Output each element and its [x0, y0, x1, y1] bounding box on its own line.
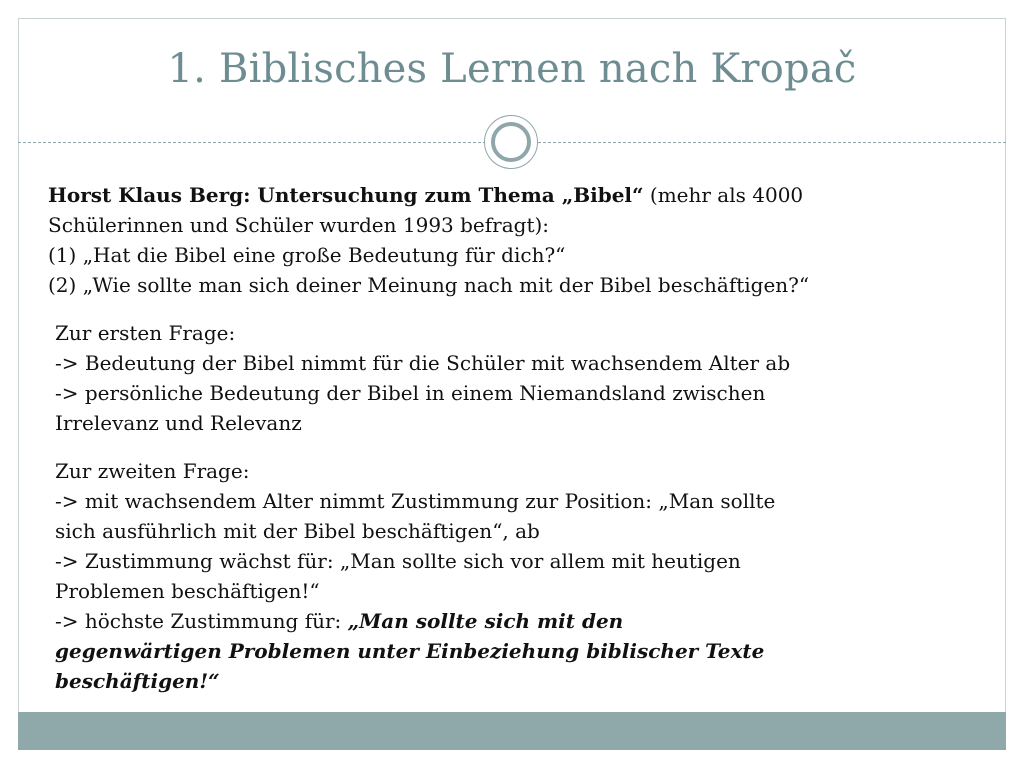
circle-ornament-icon	[484, 115, 538, 169]
study-intro-line-1	[48, 180, 988, 210]
question-1: (1) „Hat die Bibel eine große Bedeutung für dich?“	[48, 243, 566, 267]
highest-approval-label: -> höchste Zustimmung für:	[55, 609, 348, 633]
footer-bar	[18, 712, 1006, 750]
second-question-findings	[55, 456, 955, 696]
highest-approval-quote-end: beschäftigen!“	[55, 669, 220, 693]
circle-ornament-inner-icon	[491, 122, 531, 162]
first-question-findings	[55, 318, 955, 438]
study-intro-line-2: Schülerinnen und Schüler wurden 1993 befragt):	[48, 213, 550, 237]
study-intro-rest: (mehr als 4000	[643, 183, 804, 207]
second-question-line-3: -> Zustimmung wächst für: „Man sollte sich vor allem mit heutigen	[55, 549, 741, 573]
second-question-line-2: sich ausführlich mit der Bibel beschäftigen“, ab	[55, 519, 540, 543]
study-intro	[48, 180, 988, 300]
second-question-line-1: -> mit wachsendem Alter nimmt Zustimmung zur Position: „Man sollte	[55, 489, 776, 513]
first-question-heading: Zur ersten Frage:	[55, 321, 236, 345]
first-question-line-3: Irrelevanz und Relevanz	[55, 411, 302, 435]
question-2: (2) „Wie sollte man sich deiner Meinung nach mit der Bibel beschäftigen?“	[48, 273, 810, 297]
highest-approval-quote-start: „Man sollte sich mit den	[347, 609, 624, 633]
highest-approval-quote-middle: gegenwärtigen Problemen unter Einbeziehung biblischer Texte	[55, 639, 765, 663]
second-question-line-4: Problemen beschäftigen!“	[55, 579, 320, 603]
study-intro-bold: Horst Klaus Berg: Untersuchung zum Thema „Bibel“	[48, 183, 644, 207]
second-question-heading: Zur zweiten Frage:	[55, 459, 250, 483]
slide-title: 1. Biblisches Lernen nach Kropač	[167, 46, 857, 92]
first-question-line-1: -> Bedeutung der Bibel nimmt für die Schüler mit wachsendem Alter ab	[55, 351, 791, 375]
first-question-line-2: -> persönliche Bedeutung der Bibel in einem Niemandsland zwischen	[55, 381, 766, 405]
second-question-line-5	[55, 606, 955, 636]
